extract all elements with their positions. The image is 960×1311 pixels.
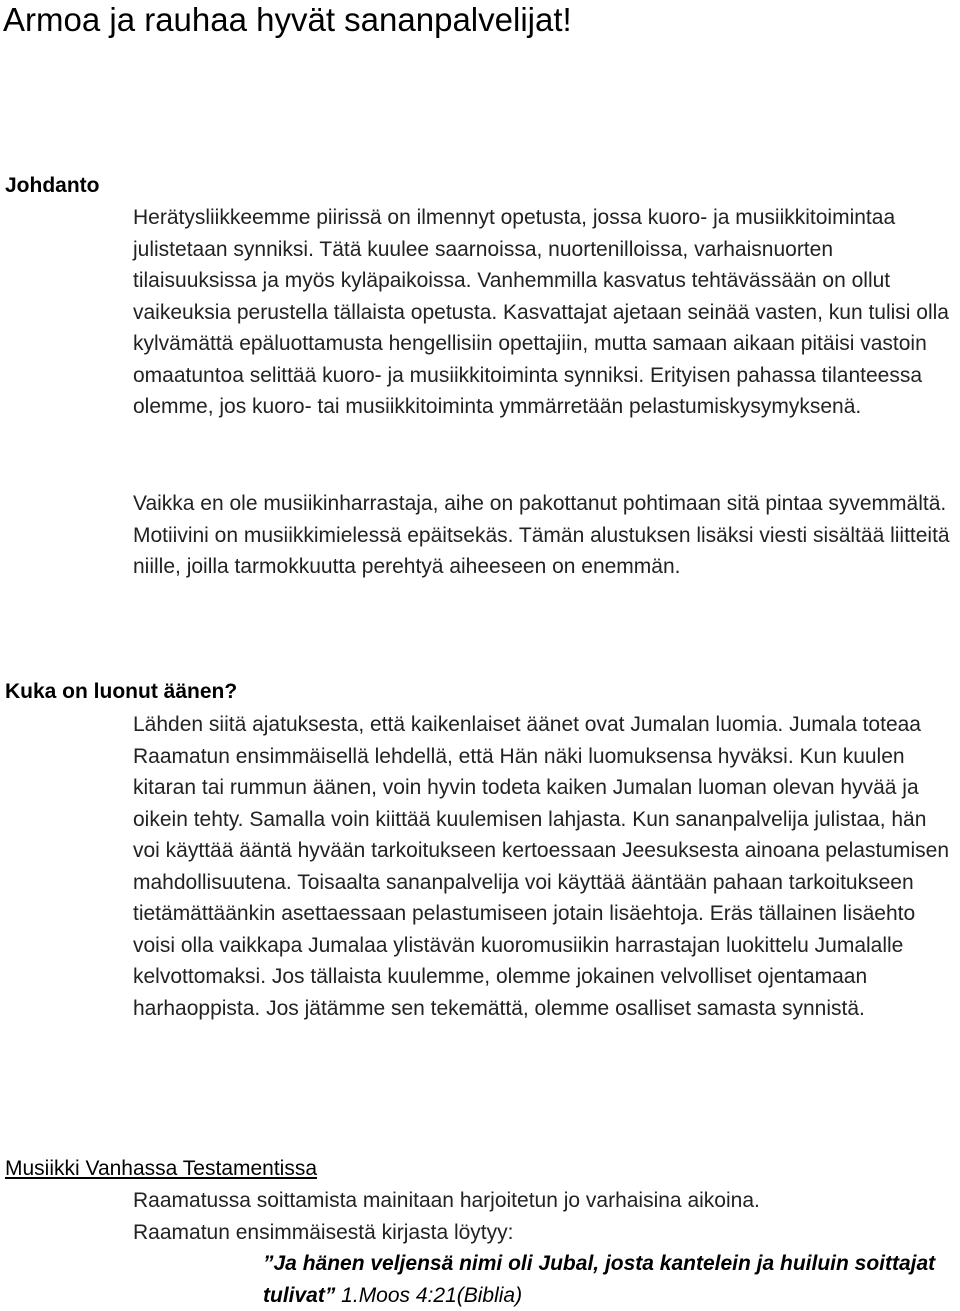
paragraph-musiikki-2: Raamatun ensimmäisestä kirjasta löytyy:: [133, 1221, 514, 1244]
page-title: Armoa ja rauhaa hyvät sananpalvelijat!: [3, 1, 572, 38]
section-heading-johdanto: Johdanto: [5, 174, 100, 197]
paragraph-johdanto-1: Herätysliikkeemme piirissä on ilmennyt opetusta, jossa kuoro- ja musiikkitoimintaa julistetaan synniksi. Tätä kuulee saarnoissa, nuortenilloissa, varhaisnuorten tilaisuuksissa ja myös kyläpaikoissa. Vanhemmilla kasvatus tehtävässään on ollut vaikeuksia perustella tällaista opetusta. Kasvattajat ajetaan seinää vasten, kun tulisi olla kylvämättä epäluottamusta hengellisiin opettajiin, mutta samaan aikaan pitäisi vastoin omaatuntoa selittää kuoro- ja musiikkitoiminta synniksi. Erityisen pahassa tilanteessa olemme, jos kuoro- tai musiikkitoiminta ymmärretään pelastumiskysymyksenä.: [133, 206, 949, 418]
section-heading-kuka-on-luonut-aanen: Kuka on luonut äänen?: [5, 680, 238, 703]
paragraph-musiikki-1: Raamatussa soittamista mainitaan harjoitetun jo varhaisina aikoina.: [133, 1189, 760, 1212]
paragraph-kuka-on-luonut-aanen: Lähden siitä ajatuksesta, että kaikenlaiset äänet ovat Jumalan luomia. Jumala toteaa Raamatun ensimmäisellä lehdellä, että Hän näki luomuksensa hyväksi. Kun kuulen kitaran tai rummun äänen, voin hyvin todeta kaiken Jumalan luoman olevan hyvää ja oikein tehty. Samalla voin kiittää kuulemisen lahjasta. Kun sananpalvelija julistaa, hän voi käyttää ääntä hyvään tarkoitukseen kertoessaan Jeesuksesta ainoana pelastumisen mahdollisuutena. Toisaalta sananpalvelija voi käyttää ääntään pahaan tarkoitukseen tietämättäänkin asettaessaan pelastumiseen jotain lisäehtoja. Eräs tällainen lisäehto voisi olla vaikkapa Jumalaa ylistävän kuoromusiikin harrastajan luokittelu Jumalalle kelvottomaksi. Jos tällaista kuulemme, olemme jokainen velvolliset ojentamaan harhaoppista. Jos jätämme sen tekemättä, olemme osalliset samasta synnistä.: [133, 713, 950, 1020]
bible-quote-text: ”Ja hänen veljensä nimi oli Jubal, josta kantelein ja huiluin soittajat tulivat”: [263, 1252, 936, 1307]
paragraph-johdanto-2: Vaikka en ole musiikinharrastaja, aihe on pakottanut pohtimaan sitä pintaa syvemmältä. Motiivini on musiikkimielessä epäitsekäs. Tämän alustuksen lisäksi viesti sisältää liitteitä niille, joilla tarmokkuutta perehtyä aiheeseen on enemmän.: [133, 492, 950, 578]
section-heading-musiikki-vanhassa-testamentissa: Musiikki Vanhassa Testamentissa: [5, 1157, 318, 1180]
bible-quote: [263, 1248, 953, 1311]
bible-quote-reference: 1.Moos 4:21(Biblia): [335, 1283, 523, 1307]
